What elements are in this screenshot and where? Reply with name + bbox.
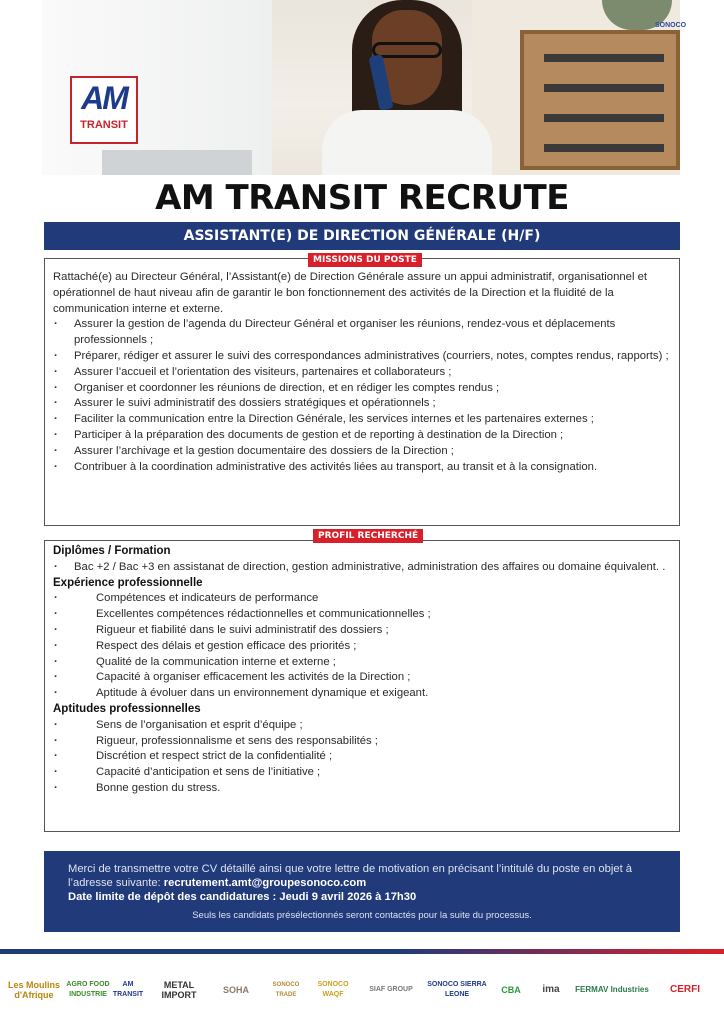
list-item: · Assurer l’archivage et la gestion documentaire des dossiers de la Direction ; xyxy=(53,444,683,460)
hero-laptop xyxy=(102,150,252,175)
list-item: · Excellentes compétences rédactionnelles et communicationnelles ; xyxy=(53,607,683,623)
list-item: · Participer à la préparation des documents de gestion et de reporting à destination de la Direction ; xyxy=(53,428,683,444)
list-item: · Préparer, rédiger et assurer le suivi des correspondances administratives (courriers, notes, comptes rendus, rapports) ; xyxy=(53,349,683,365)
application-footer xyxy=(44,851,680,932)
contact-email-link[interactable]: recrutement.amt@groupesonoco.com xyxy=(163,876,367,889)
experience-list xyxy=(53,591,683,702)
partner-logo: CBA xyxy=(501,985,521,995)
experience-heading: Expérience professionnelle xyxy=(53,576,203,589)
corner-logo: SONOCO xyxy=(655,22,687,29)
partner-logo: SIAF GROUP xyxy=(369,986,413,993)
list-item: · Qualité de la communication interne et externe ; xyxy=(53,655,683,671)
partner-logo: ima xyxy=(542,984,560,995)
profil-content xyxy=(53,544,683,797)
selection-note: Seuls les candidats présélectionnés seront contactés pour la suite du processus. xyxy=(192,910,532,921)
partner-logo: SONOCO WAQF xyxy=(317,981,349,998)
partner-logos xyxy=(6,970,718,1010)
diplomes-heading: Diplômes / Formation xyxy=(53,545,171,557)
partner-logo: SONOCO TRADE xyxy=(272,982,300,998)
partner-logo: SONOCO SIERRA LEONE xyxy=(427,981,487,998)
logo-mark: AM xyxy=(81,80,127,116)
list-item: · Compétences et indicateurs de performance xyxy=(53,591,683,607)
list-item: · Faciliter la communication entre la Direction Générale, les services internes et les partenaires externes ; xyxy=(53,412,683,428)
deadline-text: Date limite de dépôt des candidatures : Jeudi 9 avril 2026 à 17h30 xyxy=(68,891,417,903)
partner-logo: AGRO FOOD INDUSTRIE xyxy=(66,981,110,998)
list-item: · Rigueur et fiabilité dans le suivi administratif des dossiers ; xyxy=(53,623,683,639)
partner-logo: FERMAV Industries xyxy=(575,985,649,994)
profil-tag: PROFIL RECHERCHÉ xyxy=(313,529,423,543)
list-item: · Bonne gestion du stress. xyxy=(53,781,683,797)
logo-text: TRANSIT xyxy=(80,119,128,131)
list-item: · Capacité à organiser efficacement les activités de la Direction ; xyxy=(53,670,683,686)
list-item: · Discrétion et respect strict de la confidentialité ; xyxy=(53,749,683,765)
list-item: · Rigueur, professionnalisme et sens des responsabilités ; xyxy=(53,734,683,750)
missions-list xyxy=(53,317,683,475)
list-item: · Capacité d’anticipation et sens de l’initiative ; xyxy=(53,765,683,781)
application-instructions xyxy=(68,863,668,890)
list-item: · Contribuer à la coordination administrative des activités liées au transport, au transit et à la consignation. xyxy=(53,460,683,476)
aptitudes-heading: Aptitudes professionnelles xyxy=(53,702,201,715)
diplomes-list xyxy=(53,560,683,576)
missions-intro: Rattaché(e) au Directeur Général, l’Assistant(e) de Direction Générale assure un appui administratif, organisationnel et opérationnel de haut niveau afin de garantir le bon fonctionnement des activités de la Direction et la fluidité de la communication interne et externe. xyxy=(53,271,648,315)
partner-logo: AM TRANSIT xyxy=(112,981,144,998)
aptitudes-list xyxy=(53,718,683,797)
list-item: · Assurer la gestion de l’agenda du Directeur Général et organiser les réunions, rendez-vous et déplacements professionnels ; xyxy=(53,317,683,349)
partner-logo: METAL IMPORT xyxy=(161,980,197,1000)
list-item: · Bac +2 / Bac +3 en assistanat de direction, gestion administrative, administration des affaires ou domaine équivalent. . xyxy=(53,560,683,576)
hero-person xyxy=(312,0,502,175)
am-transit-logo xyxy=(70,76,138,144)
job-title-band: ASSISTANT(E) DE DIRECTION GÉNÉRALE (H/F) xyxy=(44,222,680,250)
missions-content xyxy=(53,270,683,475)
instructions-text: Merci de transmettre votre CV détaillé ainsi que votre lettre de motivation en précisant l’intitulé du poste en objet à l’adresse suivante: xyxy=(68,863,633,889)
list-item: · Organiser et coordonner les réunions de direction, et en rédiger les comptes rendus ; xyxy=(53,381,683,397)
missions-tag: MISSIONS DU POSTE xyxy=(308,253,422,267)
list-item: · Sens de l’organisation et esprit d’équipe ; xyxy=(53,718,683,734)
list-item: · Assurer l’accueil et l’orientation des visiteurs, partenaires et collaborateurs ; xyxy=(53,365,683,381)
list-item: · Assurer le suivi administratif des dossiers stratégiques et opérationnels ; xyxy=(53,396,683,412)
footer-stripe xyxy=(0,949,724,954)
partner-logo: Les Moulins d'Afrique xyxy=(7,980,60,1000)
list-item: · Respect des délais et gestion efficace des priorités ; xyxy=(53,639,683,655)
page-title: AM TRANSIT RECRUTE xyxy=(155,178,569,218)
hero-shelf xyxy=(520,30,680,170)
partner-logo: SOHA xyxy=(222,985,249,995)
partner-logo: CERFI xyxy=(670,984,700,995)
list-item: · Aptitude à évoluer dans un environnement dynamique et exigeant. xyxy=(53,686,683,702)
